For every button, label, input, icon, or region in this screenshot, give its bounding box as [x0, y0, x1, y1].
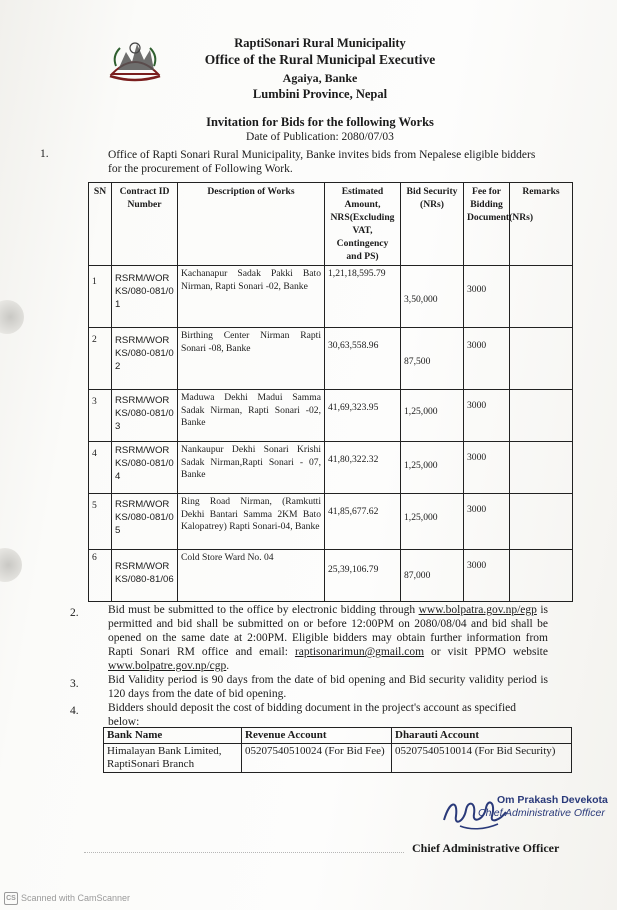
item-3-text: Bid Validity period is 90 days from the date of bid opening and Bid security validity period is 120 days from the date of bid opening.	[108, 674, 548, 700]
punch-hole	[0, 548, 22, 582]
bolpatra-link[interactable]: www.bolpatra.gov.np/egp	[418, 604, 537, 616]
item-1-number: 1.	[40, 148, 49, 160]
scanner-text: Scanned with CamScanner	[21, 892, 131, 903]
office-name: Office of the Rural Municipal Executive	[204, 52, 436, 67]
email-link[interactable]: raptisonarimun@gmail.com	[294, 646, 425, 658]
item-2-text	[108, 603, 548, 673]
cell-remarks	[510, 442, 573, 494]
cell-remarks	[510, 550, 573, 602]
scanner-watermark	[4, 892, 130, 905]
cell-sn: 3	[89, 390, 112, 442]
table-row	[89, 328, 573, 390]
bank-table-header-row	[104, 728, 572, 744]
column-header-bid-security: Bid Security (NRs)	[401, 183, 464, 266]
cell-bid-security: 1,25,000	[401, 494, 464, 550]
municipality-name: RaptiSonari Rural Municipality	[234, 36, 406, 50]
cell-bidding-fee: 3000	[464, 494, 510, 550]
cell-contract-id: RSRM/WORKS/080-081/05	[112, 494, 178, 550]
item-4-number: 4.	[70, 705, 79, 717]
cell-remarks	[510, 494, 573, 550]
cell-remarks	[510, 390, 573, 442]
table-row	[104, 744, 572, 773]
item-1-text: Office of Rapti Sonari Rural Municipality, Banke invites bids from Nepalese eligible bidders for the procurement of Following Work.	[108, 149, 536, 175]
office-province: Lumbini Province, Nepal	[252, 87, 388, 101]
cell-bidding-fee: 3000	[464, 390, 510, 442]
office-location: Agaiya, Banke	[282, 71, 358, 85]
notice-title: Invitation for Bids for the following Works	[206, 115, 434, 129]
table-row	[89, 390, 573, 442]
bid-table-header-row	[89, 183, 573, 266]
cell-description: Kachanapur Sadak Pakki Bato Nirman, Rapti Sonari -02, Banke	[178, 266, 325, 328]
ppmo-website-link[interactable]: www.bolpatre.gov.np/cgp	[108, 660, 227, 672]
cell-dharauti-account: 05207540510014 (For Bid Security)	[392, 744, 572, 773]
cell-remarks	[510, 328, 573, 390]
item-2-text-part: Bid must be submitted to the office by electronic bidding through	[108, 604, 419, 616]
cell-estimated-amount: 41,80,322.32	[325, 442, 401, 494]
cell-bid-security: 1,25,000	[401, 390, 464, 442]
item-2-text-part: .	[226, 660, 230, 672]
cell-revenue-account: 05207540510024 (For Bid Fee)	[242, 744, 392, 773]
bottom-marks	[84, 852, 404, 855]
cell-bank-name: Himalayan Bank Limited, RaptiSonari Branch	[104, 744, 242, 773]
camscanner-logo-icon: CS	[4, 892, 18, 905]
cell-bid-security: 87,000	[401, 550, 464, 602]
cell-estimated-amount: 41,85,677.62	[325, 494, 401, 550]
column-header-revenue-account: Revenue Account	[242, 728, 392, 744]
cell-estimated-amount: 1,21,18,595.79	[325, 266, 401, 328]
cell-bid-security: 1,25,000	[401, 442, 464, 494]
stamp-name: Om Prakash Devekota	[497, 794, 608, 806]
cell-bid-security: 87,500	[401, 328, 464, 390]
item-2-number: 2.	[70, 607, 79, 619]
column-header-sn: SN	[89, 183, 112, 266]
column-header-bank-name: Bank Name	[104, 728, 242, 744]
cell-description: Ring Road Nirman, (Ramkutti Dekhi Bantari Samma 2KM Bato Kalopatrey) Rapti Sonari-04, Banke	[178, 494, 325, 550]
cell-sn: 6	[89, 550, 112, 602]
column-header-dharauti-account: Dharauti Account	[392, 728, 572, 744]
cell-contract-id: RSRM/WORKS/080-081/03	[112, 390, 178, 442]
item-2-text-part: is permitted and bid shall be submitted on or before 12:00PM on 2080/08/04 and bid shall be opened on the same date at 2:00PM. Eligible bidders may obtain further information from Rapti Sonari RM office and email:	[108, 604, 549, 658]
cell-description: Birthing Center Nirman Rapti Sonari -08, Banke	[178, 328, 325, 390]
table-row	[89, 266, 573, 328]
cell-bid-security: 3,50,000	[401, 266, 464, 328]
table-row	[89, 494, 573, 550]
bid-table	[88, 182, 573, 602]
cell-sn: 1	[89, 266, 112, 328]
column-header-estimated-amount: Estimated Amount, NRS(Excluding VAT, Contingency and PS)	[325, 183, 401, 266]
table-row	[89, 550, 573, 602]
bank-account-table	[103, 727, 572, 773]
cell-estimated-amount: 41,69,323.95	[325, 390, 401, 442]
item-4-text: Bidders should deposit the cost of bidding document in the project's account as specified below:	[108, 702, 516, 728]
punch-hole	[0, 300, 24, 334]
cell-sn: 4	[89, 442, 112, 494]
cell-bidding-fee: 3000	[464, 328, 510, 390]
cell-description: Maduwa Dekhi Madui Samma Sadak Nirman, Rapti Sonari -02, Banke	[178, 390, 325, 442]
stamp-title: Chief Administrative Officer	[478, 807, 605, 819]
cell-contract-id: RSRM/WORKS/080-81/06	[112, 550, 178, 602]
item-3-number: 3.	[70, 678, 79, 690]
cell-bidding-fee: 3000	[464, 266, 510, 328]
signatory-title: Chief Administrative Officer	[412, 841, 560, 855]
publication-date: Date of Publication: 2080/07/03	[246, 131, 394, 143]
cell-contract-id: RSRM/WORKS/080-081/04	[112, 442, 178, 494]
column-header-contract-id: Contract ID Number	[112, 183, 178, 266]
cell-remarks	[510, 266, 573, 328]
cell-estimated-amount: 25,39,106.79	[325, 550, 401, 602]
cell-bidding-fee: 3000	[464, 550, 510, 602]
cell-description: Cold Store Ward No. 04	[178, 550, 325, 602]
table-row	[89, 442, 573, 494]
cell-estimated-amount: 30,63,558.96	[325, 328, 401, 390]
column-header-bidding-fee: Fee for Bidding Document(NRs)	[464, 183, 510, 266]
cell-sn: 5	[89, 494, 112, 550]
cell-description: Nankaupur Dekhi Sonari Krishi Sadak Nirman,Rapti Sonari - 07, Banke	[178, 442, 325, 494]
cell-contract-id: RSRM/WORKS/080-081/02	[112, 328, 178, 390]
column-header-remarks: Remarks	[510, 183, 573, 266]
cell-sn: 2	[89, 328, 112, 390]
column-header-description: Description of Works	[178, 183, 325, 266]
item-2-text-part: or visit PPMO website	[424, 646, 548, 658]
cell-contract-id: RSRM/WORKS/080-081/01	[112, 266, 178, 328]
cell-bidding-fee: 3000	[464, 442, 510, 494]
